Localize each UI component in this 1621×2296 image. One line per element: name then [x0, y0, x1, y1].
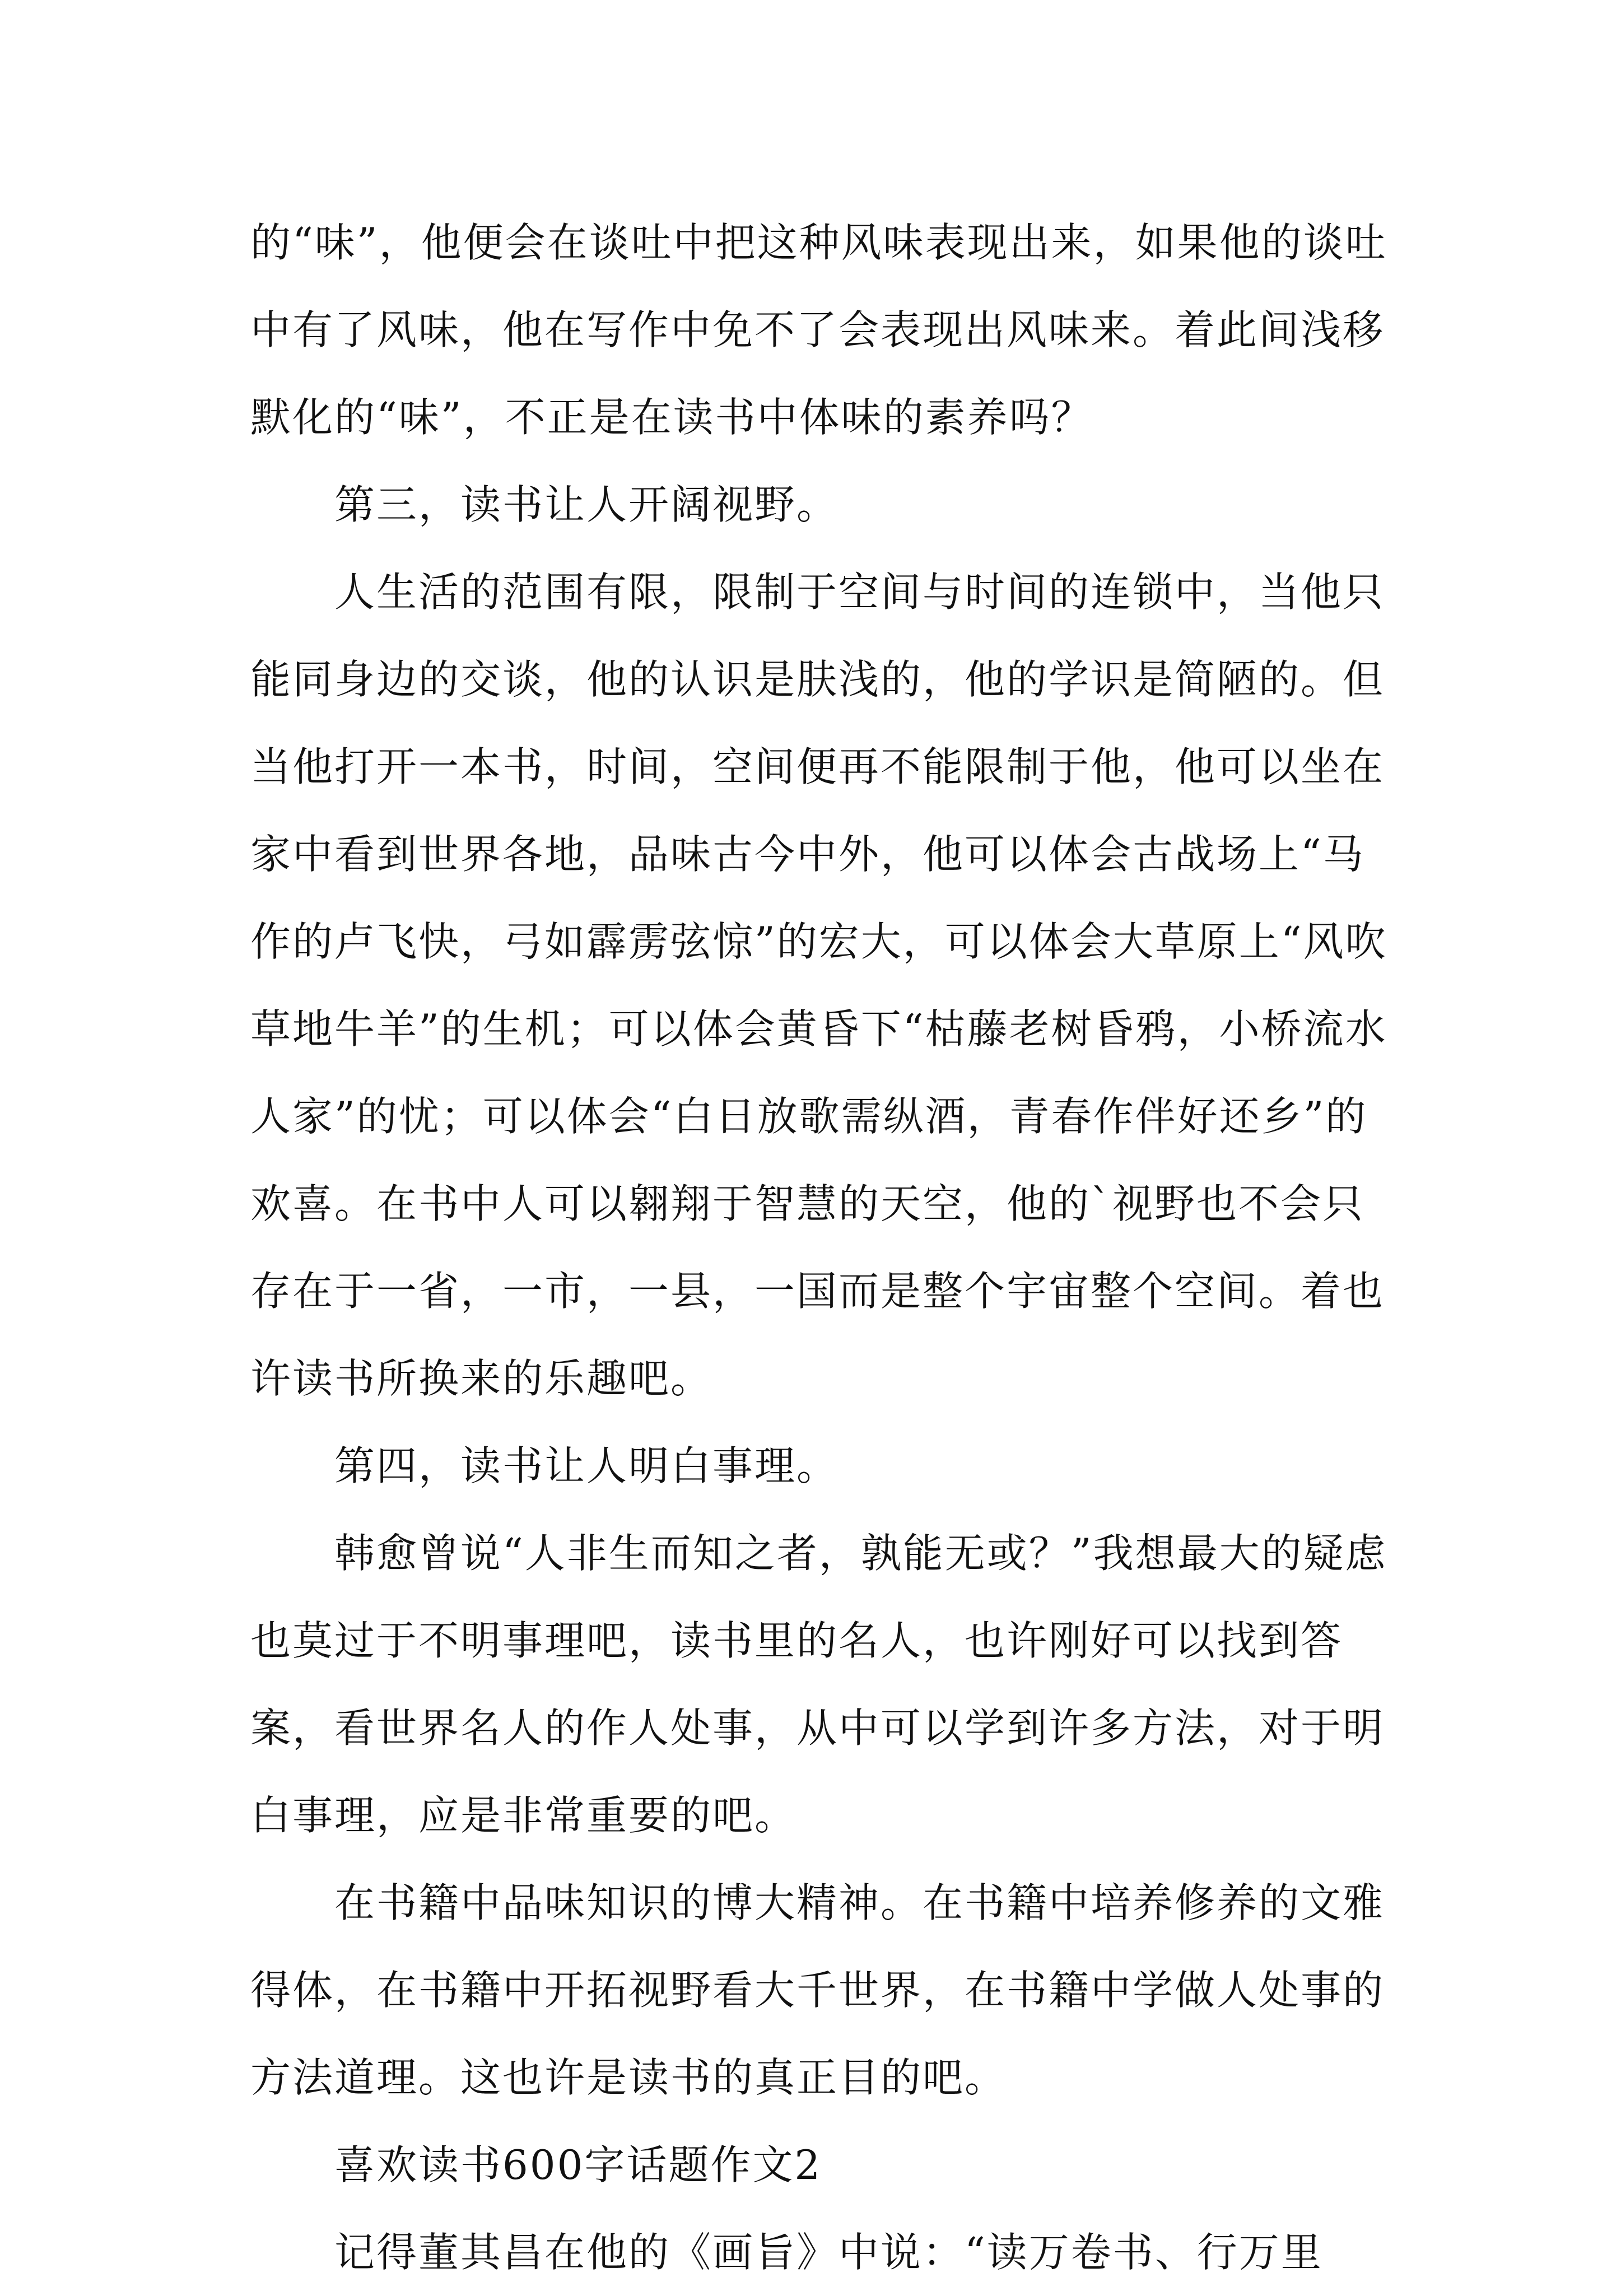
document-body — [250, 199, 1393, 2296]
section-heading: 第三，读书让人开阔视野。 — [334, 481, 839, 528]
essay-title: 喜欢读书600字话题作文2 — [334, 2141, 822, 2188]
paragraph: 韩愈曾说“人非生而知之者，孰能无或？”我想最大的疑虑也莫过于不明事理吧，读书里的名人，也许刚好可以找到答案，看世界名人的作人处事，从中可以学到许多方法，对于明白事理，应是非常重要的吧。 — [250, 1530, 1387, 1839]
paragraph: 的“味”，他便会在谈吐中把这种风味表现出来，如果他的谈吐中有了风味，他在写作中免不了会表现出风味来。着此间浅移默化的“味”，不正是在读书中体味的素养吗？ — [250, 219, 1387, 441]
paragraph: 记得董其昌在他的《画旨》中说：“读万卷书、行万里 — [334, 2229, 1323, 2276]
section-heading: 第四，读书让人明白事理。 — [334, 1442, 839, 1489]
paragraph: 在书籍中品味知识的博大精神。在书籍中培养修养的文雅得体，在书籍中开拓视野看大千世界，在书籍中学做人处事的方法道理。这也许是读书的真正目的吧。 — [250, 1879, 1385, 2101]
paragraph: 人生活的范围有限，限制于空间与时间的连锁中，当他只能同身边的交谈，他的认识是肤浅的，他的学识是简陋的。但当他打开一本书，时间，空间便再不能限制于他，他可以坐在家中看到世界各地，品味古今中外，他可以体会古战场上“马作的卢飞快，弓如霹雳弦惊”的宏大，可以体会大草原上“风吹草地牛羊”的生机；可以体会黄昏下“枯藤老树昏鸦，小桥流水人家”的忧；可以体会“白日放歌需纵酒，青春作伴好还乡”的欢喜。在书中人可以翱翔于智慧的天空，他的`视野也不会只存在于一省，一市，一县，一国而是整个宇宙整个空间。着也许读书所换来的乐趣吧。 — [250, 569, 1387, 1402]
